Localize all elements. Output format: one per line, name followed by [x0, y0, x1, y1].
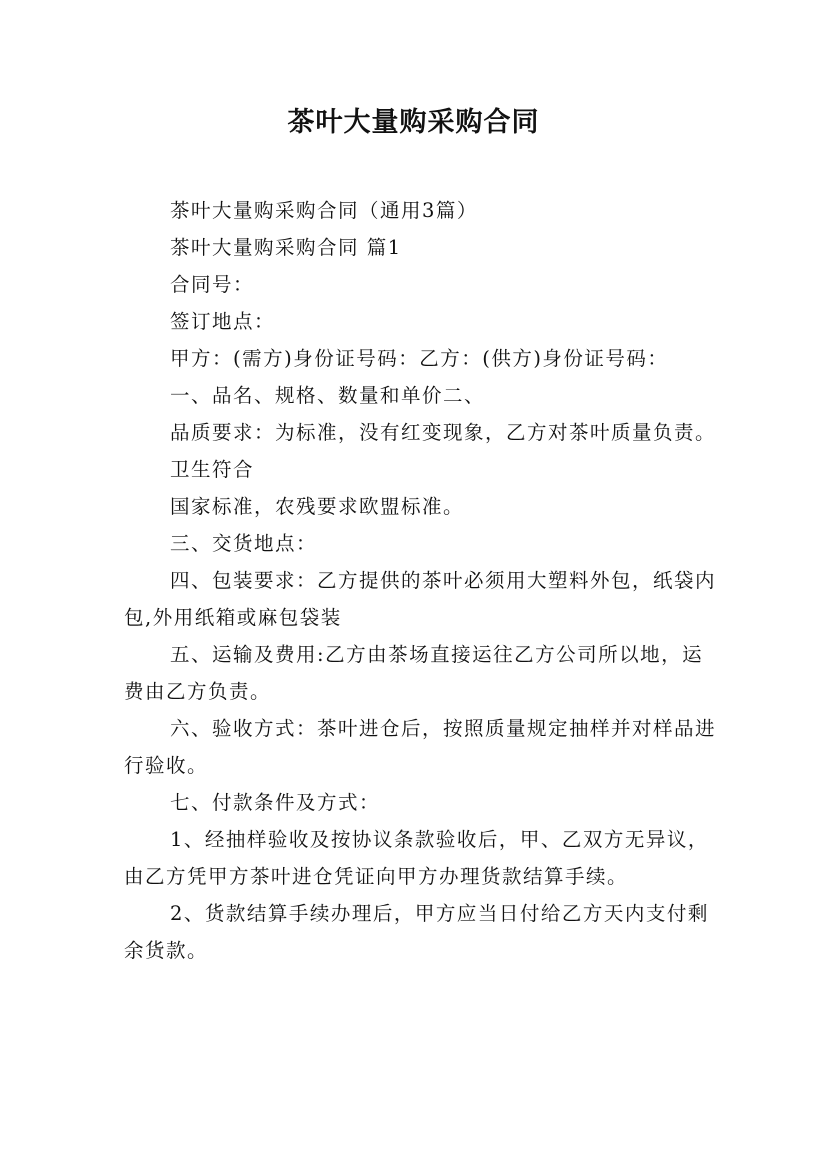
paragraph: 签订地点： — [170, 310, 276, 333]
paragraph: 2、货款结算手续办理后，甲方应当日付给乙方天内支付剩余货款。 — [124, 902, 709, 962]
paragraph: 七、付款条件及方式： — [170, 791, 381, 814]
paragraph: 合同号： — [170, 273, 255, 296]
paragraph: 一、品名、规格、数量和单价二、 — [170, 384, 486, 407]
paragraph: 三、交货地点： — [170, 532, 318, 555]
paragraph: 五、运输及费用:乙方由茶场直接运往乙方公司所以地，运费由乙方负责。 — [124, 643, 704, 703]
paragraph: 1、经抽样验收及按协议条款验收后，甲、乙双方无异议，由乙方凭甲方茶叶进仓凭证向甲方办理货款结算手续。 — [124, 828, 709, 888]
paragraph: 茶叶大量购采购合同（通用3篇） — [170, 199, 478, 222]
document-title: 茶叶大量购采购合同 — [287, 107, 540, 138]
document-body — [124, 192, 724, 969]
paragraph: 国家标准，农残要求欧盟标准。 — [170, 495, 465, 518]
paragraph: 品质要求：为标准，没有红变现象，乙方对茶叶质量负责。 — [170, 421, 717, 444]
paragraph: 卫生符合 — [170, 458, 255, 481]
paragraph: 茶叶大量购采购合同 篇1 — [170, 236, 402, 259]
paragraph: 甲方：(需方)身份证号码：乙方：(供方)身份证号码： — [170, 347, 669, 370]
paragraph: 六、验收方式：茶叶进仓后，按照质量规定抽样并对样品进行验收。 — [124, 717, 717, 777]
paragraph: 四、包装要求：乙方提供的茶叶必须用大塑料外包，纸袋内包,外用纸箱或麻包袋装 — [124, 569, 717, 629]
